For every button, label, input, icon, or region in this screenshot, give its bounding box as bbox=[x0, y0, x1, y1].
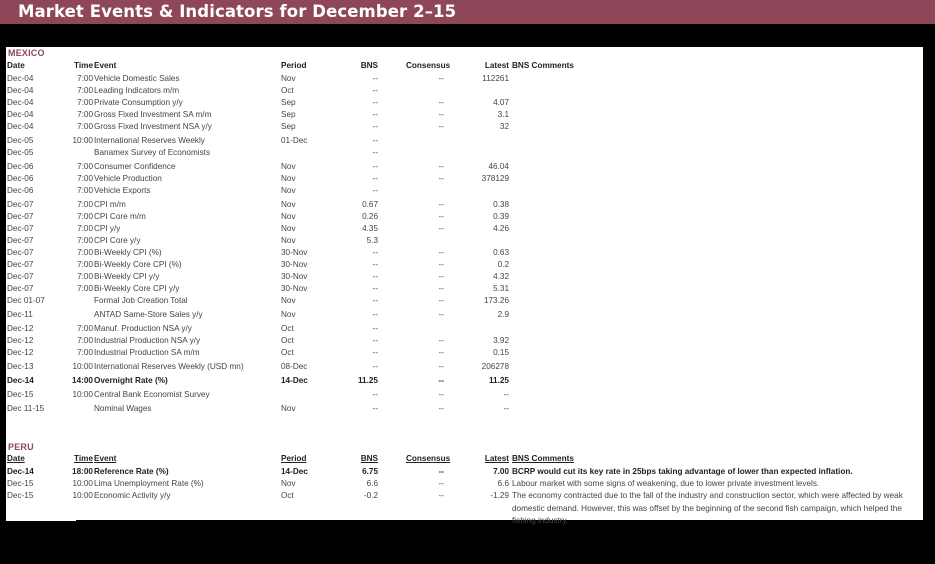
cell-period: Oct bbox=[281, 86, 294, 95]
cell-event: CPI Core m/m bbox=[94, 212, 146, 221]
cell-time: 7:00 bbox=[77, 162, 93, 171]
cell-bns: -- bbox=[372, 136, 378, 145]
cell-latest: 112261 bbox=[482, 74, 509, 83]
cell-event: Nominal Wages bbox=[94, 404, 152, 413]
cell-consensus: -- bbox=[438, 122, 444, 131]
cell-time: 14:00 bbox=[72, 376, 93, 385]
col-consensus: Consensus bbox=[406, 454, 451, 463]
cell-event: Reference Rate (%) bbox=[94, 467, 169, 476]
cell-latest: -- bbox=[503, 390, 509, 399]
cell-time: 7:00 bbox=[77, 272, 93, 281]
cell-date: Dec-07 bbox=[7, 224, 34, 233]
cell-date: Dec-12 bbox=[7, 324, 34, 333]
cell-event: International Reserves Weekly bbox=[94, 136, 205, 145]
cell-consensus: -- bbox=[438, 74, 444, 83]
cell-latest: 4.32 bbox=[493, 272, 509, 281]
col-event: Event bbox=[94, 61, 117, 70]
col-time: Time bbox=[74, 454, 93, 463]
cell-bns: -- bbox=[372, 248, 378, 257]
cell-time: 7:00 bbox=[77, 110, 93, 119]
cell-consensus: -- bbox=[438, 348, 444, 357]
cell-comment: BCRP would cut its key rate in 25bps taking advantage of lower than expected inflation. bbox=[512, 467, 853, 476]
cell-time: 7:00 bbox=[77, 212, 93, 221]
cell-consensus: -- bbox=[438, 272, 444, 281]
cell-event: Banamex Survey of Economists bbox=[94, 148, 211, 157]
cell-bns: 11.25 bbox=[357, 376, 378, 385]
col-latest: Latest bbox=[484, 61, 509, 70]
cell-consensus: -- bbox=[438, 284, 444, 293]
cell-bns: 0.67 bbox=[362, 200, 378, 209]
cell-latest: 4.07 bbox=[493, 98, 509, 107]
cell-time: 7:00 bbox=[77, 200, 93, 209]
cell-time: 7:00 bbox=[77, 248, 93, 257]
cell-consensus: -- bbox=[438, 162, 444, 171]
cell-date: Dec-07 bbox=[7, 200, 34, 209]
cell-time: 7:00 bbox=[77, 336, 93, 345]
cell-date: Dec-04 bbox=[7, 110, 34, 119]
cell-time: 7:00 bbox=[77, 224, 93, 233]
cell-bns: -- bbox=[372, 272, 378, 281]
col-date: Date bbox=[7, 454, 25, 463]
cell-latest: 173.26 bbox=[483, 296, 509, 305]
panel-footer-tab bbox=[6, 519, 76, 521]
cell-date: Dec-05 bbox=[7, 148, 34, 157]
cell-latest: 6.6 bbox=[497, 479, 509, 488]
cell-date: Dec-07 bbox=[7, 212, 34, 221]
col-latest: Latest bbox=[484, 454, 509, 463]
cell-period: Nov bbox=[281, 224, 296, 233]
col-bns: BNS bbox=[360, 61, 378, 70]
cell-bns: -- bbox=[372, 174, 378, 183]
cell-date: Dec-06 bbox=[7, 162, 34, 171]
cell-period: Sep bbox=[281, 110, 296, 119]
cell-latest: 3.92 bbox=[493, 336, 509, 345]
cell-period: 30-Nov bbox=[281, 284, 308, 293]
cell-comment: The economy contracted due to the fall of the industry and construction sector, which were affected by weak domestic demand. However, this was offset by the beginning of the second fish campaign, which helped the fishing industry. bbox=[512, 491, 903, 525]
cell-period: Oct bbox=[281, 348, 294, 357]
cell-time: 7:00 bbox=[77, 122, 93, 131]
col-time: Time bbox=[74, 61, 93, 70]
cell-latest: 3.1 bbox=[497, 110, 509, 119]
cell-bns: -- bbox=[372, 324, 378, 333]
cell-event: Bi-Weekly CPI (%) bbox=[94, 248, 162, 257]
cell-bns: -- bbox=[372, 390, 378, 399]
cell-period: 30-Nov bbox=[281, 260, 308, 269]
cell-date: Dec-11 bbox=[7, 310, 33, 319]
cell-bns: -- bbox=[372, 336, 378, 345]
cell-bns: 6.6 bbox=[366, 479, 378, 488]
cell-period: Sep bbox=[281, 98, 296, 107]
cell-event: Overnight Rate (%) bbox=[94, 376, 168, 385]
cell-bns: -- bbox=[372, 162, 378, 171]
cell-latest: 378129 bbox=[481, 174, 509, 183]
cell-bns: -- bbox=[372, 362, 378, 371]
cell-latest: 11.25 bbox=[488, 376, 509, 385]
cell-bns: -- bbox=[372, 404, 378, 413]
cell-date: Dec 01-07 bbox=[7, 296, 45, 305]
cell-period: Sep bbox=[281, 122, 296, 131]
cell-date: Dec-07 bbox=[7, 272, 34, 281]
cell-event: Leading Indicators m/m bbox=[94, 86, 180, 95]
cell-consensus: -- bbox=[438, 336, 444, 345]
cell-bns: -- bbox=[372, 260, 378, 269]
section-label-mexico: MEXICO bbox=[8, 48, 45, 58]
cell-period: Nov bbox=[281, 296, 296, 305]
cell-period: Nov bbox=[281, 174, 296, 183]
cell-time: 7:00 bbox=[77, 236, 93, 245]
cell-event: ANTAD Same-Store Sales y/y bbox=[94, 310, 203, 319]
cell-consensus: -- bbox=[438, 390, 444, 399]
cell-period: 30-Nov bbox=[281, 272, 308, 281]
cell-date: Dec-06 bbox=[7, 174, 34, 183]
cell-latest: 0.63 bbox=[493, 248, 509, 257]
col-period: Period bbox=[281, 61, 307, 70]
cell-consensus: -- bbox=[438, 491, 444, 500]
cell-event: Bi-Weekly Core CPI (%) bbox=[94, 260, 182, 269]
cell-consensus: -- bbox=[438, 376, 444, 385]
cell-time: 7:00 bbox=[77, 186, 93, 195]
cell-time: 18:00 bbox=[72, 467, 93, 476]
cell-latest: 46.04 bbox=[488, 162, 509, 171]
cell-time: 10:00 bbox=[72, 390, 93, 399]
cell-consensus: -- bbox=[438, 467, 444, 476]
cell-period: 01-Dec bbox=[281, 136, 308, 145]
cell-period: Oct bbox=[281, 336, 294, 345]
cell-consensus: -- bbox=[438, 110, 444, 119]
cell-period: 14-Dec bbox=[281, 467, 308, 476]
cell-bns: -- bbox=[372, 296, 378, 305]
cell-date: Dec-14 bbox=[7, 467, 34, 476]
cell-bns: 0.26 bbox=[362, 212, 378, 221]
cell-time: 10:00 bbox=[72, 479, 93, 488]
cell-period: Oct bbox=[281, 324, 294, 333]
cell-event: CPI Core y/y bbox=[94, 236, 141, 245]
cell-latest: 0.39 bbox=[493, 212, 509, 221]
cell-consensus: -- bbox=[438, 362, 444, 371]
cell-bns: 4.35 bbox=[362, 224, 378, 233]
cell-event: Central Bank Economist Survey bbox=[94, 390, 210, 399]
col-comments: BNS Comments bbox=[512, 61, 574, 70]
cell-event: CPI m/m bbox=[94, 200, 126, 209]
cell-period: 30-Nov bbox=[281, 248, 308, 257]
cell-latest: 206278 bbox=[481, 362, 509, 371]
col-date: Date bbox=[7, 61, 25, 70]
cell-bns: 6.75 bbox=[362, 467, 378, 476]
events-table-panel bbox=[6, 47, 923, 525]
cell-event: CPI y/y bbox=[94, 224, 121, 233]
cell-time: 7:00 bbox=[77, 174, 93, 183]
cell-time: 7:00 bbox=[77, 260, 93, 269]
cell-date: Dec-13 bbox=[7, 362, 34, 371]
col-consensus: Consensus bbox=[406, 61, 451, 70]
cell-bns: -- bbox=[372, 110, 378, 119]
cell-bns: -- bbox=[372, 122, 378, 131]
cell-bns: -- bbox=[372, 186, 378, 195]
cell-event: Gross Fixed Investment SA m/m bbox=[94, 110, 212, 119]
cell-latest: 0.15 bbox=[493, 348, 509, 357]
col-bns: BNS bbox=[360, 454, 378, 463]
cell-period: Nov bbox=[281, 212, 296, 221]
cell-event: Formal Job Creation Total bbox=[94, 296, 188, 305]
cell-event: Consumer Confidence bbox=[94, 162, 176, 171]
cell-bns: -- bbox=[372, 98, 378, 107]
cell-latest: 7.00 bbox=[493, 467, 509, 476]
cell-date: Dec-07 bbox=[7, 260, 34, 269]
cell-period: Nov bbox=[281, 310, 296, 319]
col-comments: BNS Comments bbox=[512, 454, 574, 463]
cell-date: Dec-15 bbox=[7, 491, 34, 500]
cell-consensus: -- bbox=[438, 248, 444, 257]
cell-event: International Reserves Weekly (USD mn) bbox=[94, 362, 244, 371]
cell-period: Nov bbox=[281, 186, 296, 195]
cell-latest: 0.2 bbox=[497, 260, 509, 269]
cell-event: Bi-Weekly Core CPI y/y bbox=[94, 284, 180, 293]
cell-latest: 0.38 bbox=[493, 200, 509, 209]
cell-date: Dec-05 bbox=[7, 136, 34, 145]
cell-period: 08-Dec bbox=[281, 362, 308, 371]
cell-bns: -0.2 bbox=[363, 491, 378, 500]
cell-consensus: -- bbox=[438, 260, 444, 269]
page-title: Market Events & Indicators for December 2–15 bbox=[0, 0, 935, 24]
cell-date: Dec-07 bbox=[7, 284, 34, 293]
cell-period: Nov bbox=[281, 479, 296, 488]
cell-time: 10:00 bbox=[72, 362, 93, 371]
cell-bns: -- bbox=[372, 74, 378, 83]
cell-event: Industrial Production NSA y/y bbox=[94, 336, 201, 345]
cell-event: Manuf. Production NSA y/y bbox=[94, 324, 192, 333]
cell-date: Dec-04 bbox=[7, 74, 34, 83]
cell-event: Vehicle Domestic Sales bbox=[94, 74, 180, 83]
cell-time: 7:00 bbox=[77, 284, 93, 293]
cell-latest: -- bbox=[503, 404, 509, 413]
cell-date: Dec-04 bbox=[7, 122, 34, 131]
col-event: Event bbox=[94, 454, 117, 463]
cell-event: Economic Activity y/y bbox=[94, 491, 171, 500]
cell-date: Dec-07 bbox=[7, 236, 34, 245]
cell-time: 10:00 bbox=[72, 136, 93, 145]
section-label-peru: PERU bbox=[8, 442, 34, 452]
cell-event: Lima Unemployment Rate (%) bbox=[94, 479, 204, 488]
cell-date: Dec-12 bbox=[7, 348, 34, 357]
cell-period: 14-Dec bbox=[281, 376, 308, 385]
cell-consensus: -- bbox=[438, 98, 444, 107]
cell-date: Dec-06 bbox=[7, 186, 34, 195]
cell-latest: 32 bbox=[499, 122, 509, 131]
cell-consensus: -- bbox=[438, 224, 444, 233]
cell-event: Industrial Production SA m/m bbox=[94, 348, 200, 357]
cell-consensus: -- bbox=[438, 310, 444, 319]
cell-consensus: -- bbox=[438, 212, 444, 221]
cell-time: 10:00 bbox=[72, 491, 93, 500]
cell-period: Nov bbox=[281, 162, 296, 171]
cell-date: Dec-14 bbox=[7, 376, 34, 385]
cell-event: Vehicle Exports bbox=[94, 186, 151, 195]
cell-time: 7:00 bbox=[77, 324, 93, 333]
cell-time: 7:00 bbox=[77, 348, 93, 357]
cell-date: Dec-04 bbox=[7, 98, 34, 107]
cell-event: Vehicle Production bbox=[94, 174, 162, 183]
cell-consensus: -- bbox=[438, 174, 444, 183]
cell-period: Nov bbox=[281, 404, 296, 413]
cell-bns: -- bbox=[372, 284, 378, 293]
cell-period: Nov bbox=[281, 200, 296, 209]
cell-latest: -1.29 bbox=[490, 491, 509, 500]
cell-date: Dec-04 bbox=[7, 86, 34, 95]
cell-date: Dec-12 bbox=[7, 336, 34, 345]
cell-consensus: -- bbox=[438, 296, 444, 305]
cell-period: Nov bbox=[281, 74, 296, 83]
cell-consensus: -- bbox=[438, 200, 444, 209]
cell-date: Dec 11-15 bbox=[7, 404, 45, 413]
cell-time: 7:00 bbox=[77, 86, 93, 95]
cell-latest: 5.31 bbox=[493, 284, 509, 293]
cell-date: Dec-07 bbox=[7, 248, 34, 257]
cell-latest: 2.9 bbox=[497, 310, 509, 319]
cell-bns: -- bbox=[372, 86, 378, 95]
cell-bns: -- bbox=[372, 310, 378, 319]
cell-date: Dec-15 bbox=[7, 390, 34, 399]
cell-time: 7:00 bbox=[77, 98, 93, 107]
cell-event: Bi-Weekly CPI y/y bbox=[94, 272, 160, 281]
col-period: Period bbox=[281, 454, 307, 463]
cell-event: Private Consumption y/y bbox=[94, 98, 183, 107]
cell-bns: -- bbox=[372, 348, 378, 357]
cell-bns: -- bbox=[372, 148, 378, 157]
cell-latest: 4.26 bbox=[493, 224, 509, 233]
cell-event: Gross Fixed Investment NSA y/y bbox=[94, 122, 212, 131]
cell-period: Oct bbox=[281, 491, 294, 500]
cell-period: Nov bbox=[281, 236, 296, 245]
cell-time: 7:00 bbox=[77, 74, 93, 83]
cell-bns: 5.3 bbox=[366, 236, 378, 245]
cell-consensus: -- bbox=[438, 404, 444, 413]
cell-consensus: -- bbox=[438, 479, 444, 488]
cell-comment: Labour market with some signs of weakening, due to lower private investment levels. bbox=[512, 479, 820, 488]
cell-date: Dec-15 bbox=[7, 479, 34, 488]
